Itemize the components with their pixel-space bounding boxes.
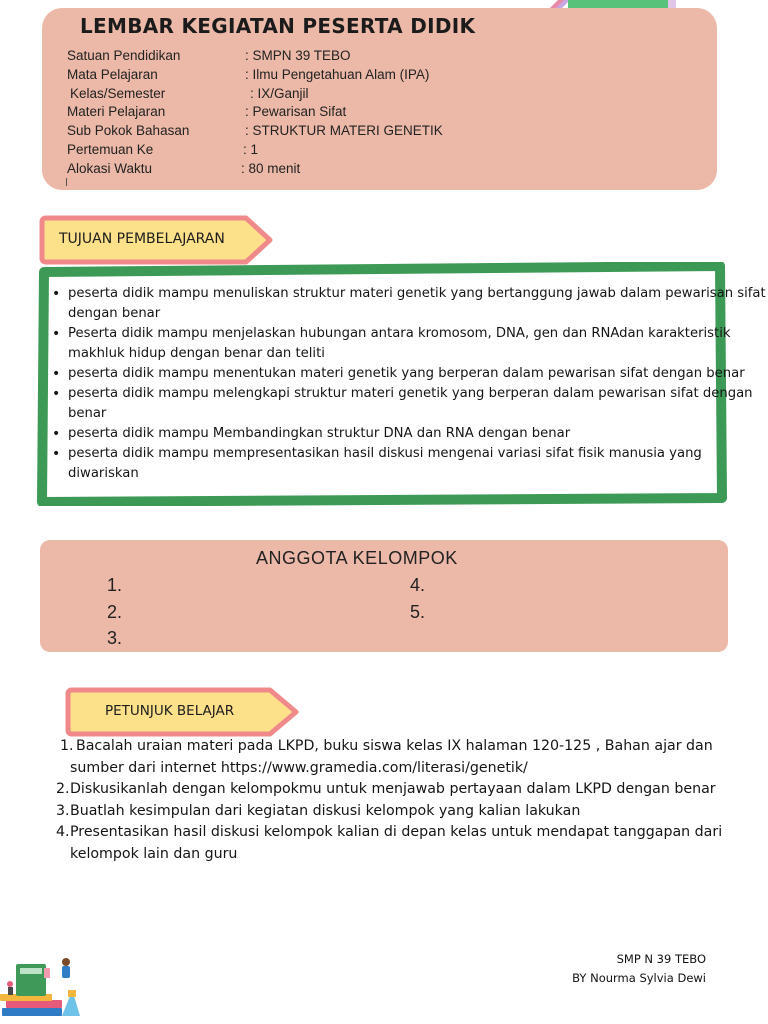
objectives-box [36,262,766,506]
objectives-heading-tag [38,214,274,266]
member-number: 4. [410,575,426,595]
instruction-text: Buatlah kesimpulan dari kegiatan diskusi kelompok yang kalian lakukan [70,802,581,819]
group-members-card [40,540,728,652]
instruction-item [60,736,740,779]
footer-credit [572,950,706,987]
member-number: 3. [107,628,123,648]
document-title: LEMBAR KEGIATAN PESERTA DIDIK [80,14,476,38]
identity-label: Satuan Pendidikan [67,48,181,63]
footer-school: SMP N 39 TEBO [616,952,706,966]
identity-row [67,104,667,123]
objective-text: peserta didik mampu melengkapi struktur materi genetik yang berperan dalam pewarisan sifat dengan benar [68,386,753,421]
identity-label: Alokasi Waktu [67,160,153,176]
bullet-icon: • [52,426,61,442]
objective-text: peserta didik mampu menuliskan struktur materi genetik yang bertanggung jawab dalam pewarisan sifat dengan benar [68,286,766,321]
footer-author: BY Nourma Sylvia Dewi [572,970,706,985]
objective-item [52,324,768,364]
identity-label: Sub Pokok Bahasan [67,123,190,139]
member-number: 5. [410,602,426,622]
member-number: 1. [107,575,123,595]
identity-row [67,142,667,161]
objective-item [52,364,768,384]
group-members-title: ANGGOTA KELOMPOK [256,548,458,568]
instruction-number: 4. [56,824,70,840]
instruction-text: Presentasikan hasil diskusi kelompok kalian di depan kelas untuk mendapat tanggapan dari kelompok lain dan guru [70,824,723,862]
identity-label: Mata Pelajaran [67,66,158,82]
instruction-item [56,822,740,865]
objective-text: peserta didik mampu mempresentasikan hasil diskusi mengenai variasi sifat fisik manusia yang diwariskan [68,446,702,481]
objective-item [52,384,768,424]
instruction-number: 2. [56,781,70,797]
objective-text: peserta didik mampu menentukan materi genetik yang berperan dalam pewarisan sifat dengan benar [68,366,745,381]
identity-value: : Ilmu Pengetahuan Alam (IPA) [245,66,430,82]
bullet-icon: • [52,286,61,302]
books-and-lab-illustration-icon [0,950,82,1022]
identity-row [67,161,667,180]
instruction-text: Bacalah uraian materi pada LKPD, buku siswa kelas IX halaman 120-125 , Bahan ajar dan sumber dari internet https://www.gramedia.com/literasi/genetik/ [70,738,713,776]
identity-value: : STRUKTUR MATERI GENETIK [245,123,443,139]
stray-mark [66,178,67,186]
instruction-item [56,801,740,823]
instruction-number: 3. [56,802,70,819]
objectives-heading: TUJUAN PEMBELAJARAN [59,231,225,247]
instructions-heading-tag [64,686,300,738]
identity-row [67,67,667,86]
identity-value: : IX/Ganjil [250,85,309,101]
instruction-number: 1. [60,738,74,754]
identity-row [67,123,667,142]
bullet-icon: • [52,386,61,402]
identity-table [67,48,667,180]
identity-value: : 80 menit [241,160,301,176]
identity-value: : Pewarisan Sifat [245,104,347,120]
instruction-text: Diskusikanlah dengan kelompokmu untuk menjawab pertayaan dalam LKPD dengan benar [70,781,716,797]
identity-value: : 1 [243,141,259,157]
objective-item [52,284,768,324]
objective-text: peserta didik mampu Membandingkan struktur DNA dan RNA dengan benar [68,426,571,441]
member-number: 2. [107,602,123,622]
objective-text: Peserta didik mampu menjelaskan hubungan antara kromosom, DNA, gen dan RNAdan karakteristik makhluk hidup dengan benar dan teliti [68,326,731,361]
identity-label: Kelas/Semester [70,85,166,101]
bullet-icon: • [52,366,61,382]
identity-row [67,86,667,105]
identity-row [67,48,667,67]
bullet-icon: • [52,446,61,462]
identity-value: : SMPN 39 TEBO [245,48,351,63]
instructions-heading: PETUNJUK BELAJAR [105,703,235,719]
objective-item [52,444,768,484]
objective-item [52,424,768,444]
identity-label: Pertemuan Ke [67,141,154,157]
instructions-list [56,736,740,865]
objectives-list [52,284,768,484]
identity-label: Materi Pelajaran [67,104,166,120]
bullet-icon: • [52,326,61,342]
header-card [42,8,717,190]
instruction-item [56,779,740,801]
